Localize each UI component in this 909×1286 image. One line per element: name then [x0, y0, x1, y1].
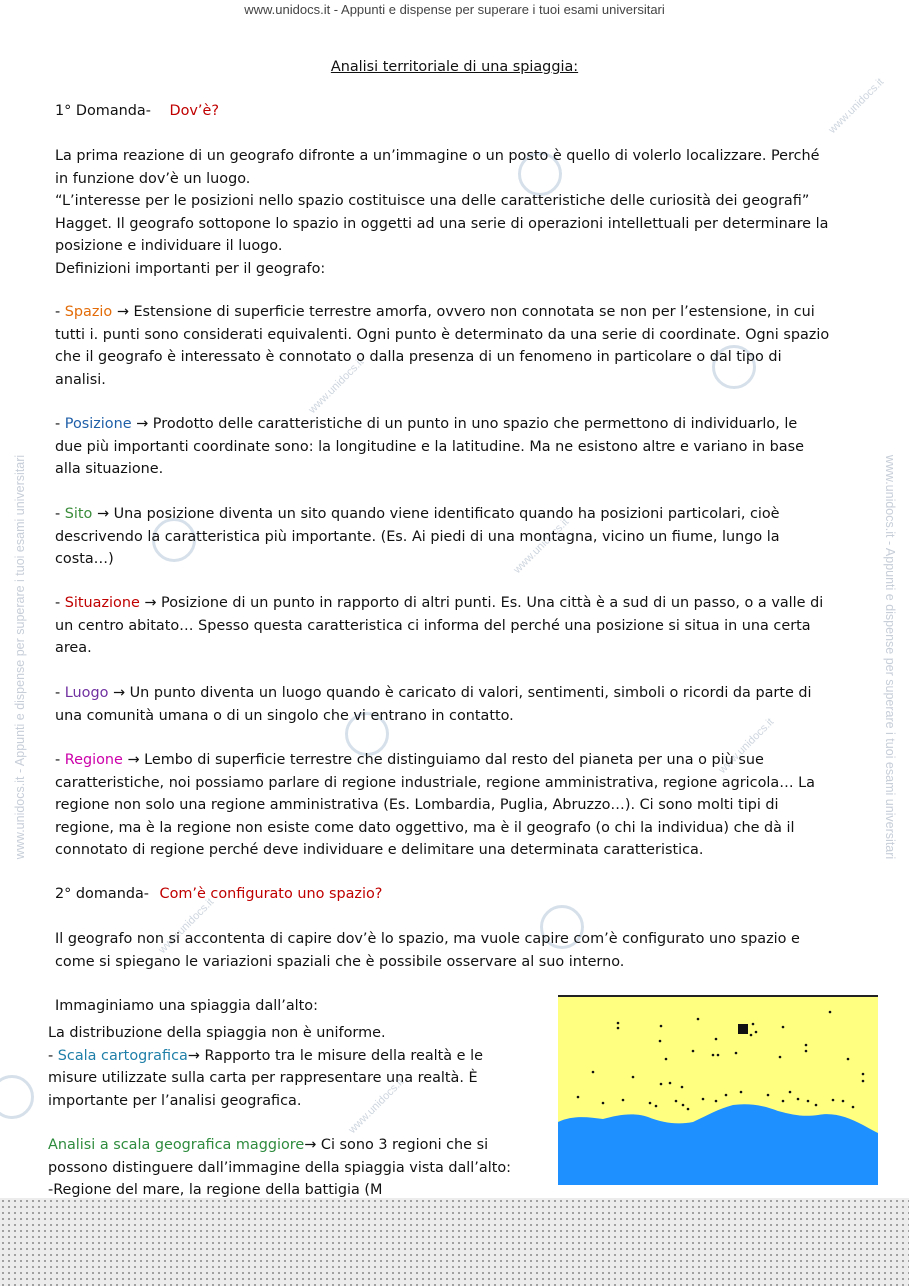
diagonal-watermark: www.unidocs.it	[156, 896, 217, 956]
page-header-watermark: www.unidocs.it - Appunti e dispense per superare i tuoi esami universitari	[244, 2, 665, 17]
definition-term: Posizione	[64, 416, 132, 432]
page-cutoff-overlay	[0, 1198, 909, 1286]
left-vertical-watermark: www.unidocs.it - Appunti e dispense per superare i tuoi esami universitari	[13, 454, 27, 860]
definition-line: Lembo di superficie terrestre che distinguiamo dal resto del pianeta per una o più sue	[144, 752, 764, 768]
definition-line: possono distinguere dall’immagine della spiaggia vista dall’alto:	[48, 1159, 511, 1176]
question-2-text: Com’è configurato uno spazio?	[159, 886, 383, 902]
definition-dash: -	[55, 685, 65, 701]
right-vertical-watermark: www.unidocs.it - Appunti e dispense per superare i tuoi esami universitari	[883, 454, 897, 860]
intro-line: “L’interesse per le posizioni nello spazio costituisce una delle caratteristiche delle curiosità dei geografi”	[55, 193, 810, 209]
definition-line: area.	[55, 640, 92, 656]
definition-line: Posizione di un punto in rapporto di altri punti. Es. Una città è a sud di un passo, o a valle di	[161, 595, 824, 611]
diagonal-watermark: www.unidocs.it	[306, 356, 367, 416]
definition-line: che il geografo è interessato è connotato o dalla presenza di un fenomeno in particolare o dal tipo di	[55, 349, 782, 365]
definition-term: Scala cartografica	[57, 1047, 188, 1064]
beach-intro: Immaginiamo una spiaggia dall’alto:	[55, 998, 318, 1014]
definition-line: regione non solo una regione amministrativa (Es. Lombardia, Puglia, Abruzzo…). Ci sono molti tipi di	[55, 797, 779, 813]
arrow-icon: →	[127, 752, 140, 768]
question-1	[55, 100, 865, 123]
definition-line: descrivendo la caratteristica più importante. (Es. Ai piedi di una montagna, vicino un fiume, lungo la	[55, 528, 780, 545]
document-title: Analisi territoriale di una spiaggia:	[330, 59, 579, 75]
diagonal-watermark: www.unidocs.it	[826, 76, 887, 136]
definition-line: regione, ma è la regione non esiste come dato oggettivo, ma è il geografo (o chi la individua) che dà il	[55, 819, 795, 836]
definition-line: Rapporto tra le misure della realtà e le	[204, 1047, 483, 1064]
definition-line: Estensione di superficie terrestre amorfa, ovvero non connotata se non per l’estensione, in cui	[133, 304, 815, 320]
definition-line: alla situazione.	[55, 461, 164, 477]
definition-line: Ci sono 3 regioni che si	[320, 1137, 489, 1153]
definition-line: Un punto diventa un luogo quando è caricato di valori, sentimenti, simboli o ricordi da parte di	[129, 685, 812, 701]
definition-line: costa…)	[55, 551, 114, 567]
intro-line: posizione e individuare il luogo.	[55, 238, 283, 254]
definition-term: Luogo	[64, 685, 109, 701]
question-2-prefix: 2° domanda-	[55, 886, 149, 902]
definition-line: misure utilizzate sulla carta per rappresentare una realtà. È	[48, 1070, 478, 1086]
intro-line: in funzione dov’è un luogo.	[55, 170, 251, 187]
definition-dash: -	[48, 1047, 58, 1064]
definition-term: Regione	[64, 752, 123, 768]
paragraph-line: Il geografo non si accontenta di capire dov’è lo spazio, ma vuole capire com’è configurato uno spazio e	[55, 931, 800, 947]
question-1-text: Dov’è?	[169, 103, 219, 119]
arrow-icon: →	[116, 304, 129, 320]
arrow-icon: →	[96, 506, 110, 522]
definition-line: Prodotto delle caratteristiche di un punto in uno spazio che permettono di individuarlo, le	[152, 416, 798, 432]
definition-situazione	[55, 592, 865, 660]
intro-line: Definizioni importanti per il geografo:	[55, 260, 326, 277]
definition-line: analisi.	[55, 371, 106, 388]
definition-line: connotato di regione perché deve individuare e delimitare una determinata caratteristica.	[55, 842, 704, 858]
definition-line: due più importanti coordinate sono: la longitudine e la latitudine. Ma ne esistono altre e variano in base	[55, 438, 804, 455]
question-2-paragraph	[55, 928, 865, 973]
definition-spazio	[55, 301, 865, 391]
question-1-prefix: 1° Domanda-	[55, 103, 151, 119]
definition-dash: -	[55, 506, 65, 522]
definition-sito	[55, 503, 865, 571]
diagonal-watermark: www.unidocs.it	[346, 1076, 407, 1136]
definition-term: Analisi a scala geografica maggiore	[48, 1137, 305, 1153]
beach-text-block	[48, 1022, 548, 1202]
arrow-icon: →	[187, 1047, 200, 1064]
intro-paragraph	[55, 145, 865, 280]
intro-line: Hagget. Il geografo sottopone lo spazio in oggetti ad una serie di operazioni intellettuali per determinare la	[55, 215, 829, 232]
beach-aerial-illustration	[558, 995, 878, 1185]
definition-luogo	[55, 682, 865, 727]
definition-line: importante per l’analisi geografica.	[48, 1092, 302, 1109]
diagonal-watermark: www.unidocs.it	[716, 716, 777, 776]
beach-umbrella-icon	[738, 1024, 748, 1034]
intro-line: La prima reazione di un geografo difronte a un’immagine o un posto è quello di volerlo localizzare. Perché	[55, 148, 820, 164]
paragraph-line: come si spiegano le variazioni spaziali che è possibile osservare al suo interno.	[55, 953, 625, 970]
definition-line: un centro abitato… Spesso questa caratteristica ci informa del perché una posizione si situa in una certa	[55, 617, 811, 634]
arrow-icon: →	[144, 595, 157, 611]
definition-regione	[55, 749, 865, 862]
arrow-icon: →	[304, 1137, 317, 1153]
definition-line: una comunità umana o di un singolo che vi entrano in contatto.	[55, 707, 514, 724]
definition-dash: -	[55, 595, 65, 611]
definition-term: Sito	[64, 506, 93, 522]
definition-line: Una posizione diventa un sito quando viene identificato quando ha posizioni particolari, cioè	[113, 506, 780, 522]
diagonal-watermark: www.unidocs.it	[511, 516, 572, 576]
definition-line: -Regione del mare, la regione della battigia (M	[48, 1182, 383, 1198]
definition-dash: -	[55, 416, 65, 432]
definition-line: tutti i. punti sono considerati equivalenti. Ogni punto è determinato da una serie di coordinate. Ogni spazio	[55, 326, 830, 343]
definition-line: caratteristiche, noi possiamo parlare di regione industriale, regione amministrativa, regione agricola… La	[55, 774, 815, 791]
definition-posizione	[55, 413, 865, 481]
definition-dash: -	[55, 304, 65, 320]
distribution-line: La distribuzione della spiaggia non è uniforme.	[48, 1025, 386, 1041]
arrow-icon: →	[136, 416, 149, 432]
definition-term: Spazio	[64, 304, 113, 320]
question-2	[55, 883, 865, 906]
definition-dash: -	[55, 752, 65, 768]
definition-term: Situazione	[64, 595, 140, 611]
arrow-icon: →	[113, 685, 126, 701]
